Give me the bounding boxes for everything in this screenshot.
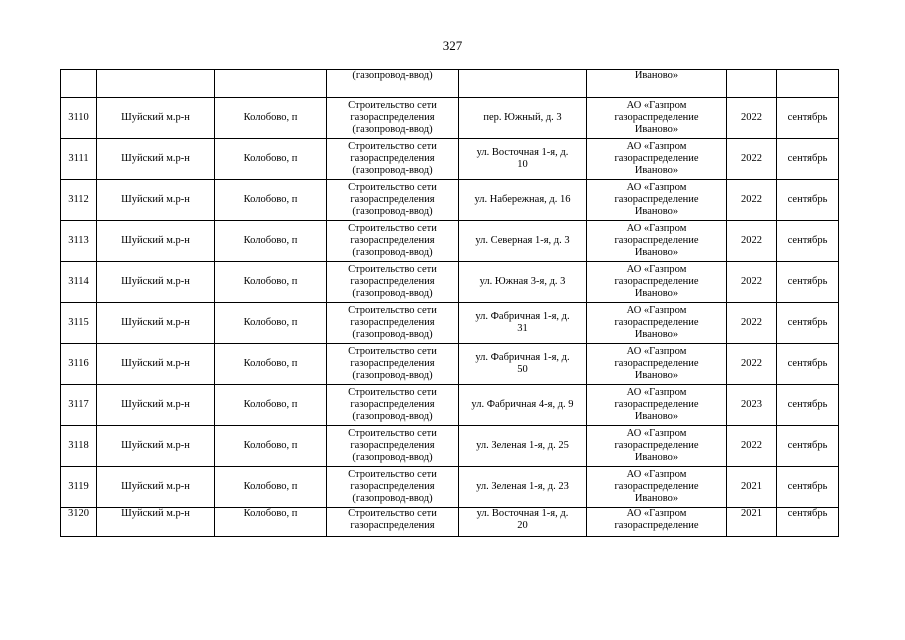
cell-number: 3120 [61, 508, 97, 537]
gasification-table [60, 69, 839, 537]
cell-address: ул. Южная 3-я, д. 3 [459, 262, 587, 303]
cell-month: сентябрь [777, 139, 839, 180]
cell-locality: Колобово, п [215, 467, 327, 508]
cell-number [61, 70, 97, 98]
cell-org: АО «Газпром газораспределение Иваново» [587, 139, 727, 180]
cell-org: АО «Газпром газораспределение Иваново» [587, 385, 727, 426]
table-row [61, 467, 839, 508]
cell-district: Шуйский м.р-н [97, 508, 215, 537]
cell-org: АО «Газпром газораспределение [587, 508, 727, 537]
table-row [61, 262, 839, 303]
cell-month [777, 70, 839, 98]
cell-number: 3118 [61, 426, 97, 467]
cell-district [97, 70, 215, 98]
cell-address: ул. Восточная 1-я, д. 20 [459, 508, 587, 537]
cell-locality: Колобово, п [215, 344, 327, 385]
cell-month: сентябрь [777, 303, 839, 344]
cell-month: сентябрь [777, 426, 839, 467]
cell-work: Строительство сети газораспределения (газопровод-ввод) [327, 262, 459, 303]
page-number: 327 [442, 38, 463, 53]
continuation-row [61, 70, 839, 98]
cell-org: АО «Газпром газораспределение Иваново» [587, 98, 727, 139]
cell-org: АО «Газпром газораспределение Иваново» [587, 467, 727, 508]
cell-year: 2022 [727, 303, 777, 344]
cell-locality [215, 70, 327, 98]
cell-org: АО «Газпром газораспределение Иваново» [587, 221, 727, 262]
cell-org: АО «Газпром газораспределение Иваново» [587, 303, 727, 344]
table-row [61, 98, 839, 139]
cell-locality: Колобово, п [215, 426, 327, 467]
cell-year: 2022 [727, 426, 777, 467]
cell-work: Строительство сети газораспределения (газопровод-ввод) [327, 139, 459, 180]
cell-org: АО «Газпром газораспределение Иваново» [587, 180, 727, 221]
table-row [61, 344, 839, 385]
cell-address: ул. Зеленая 1-я, д. 23 [459, 467, 587, 508]
cell-month: сентябрь [777, 344, 839, 385]
cell-year: 2022 [727, 262, 777, 303]
cell-work: (газопровод-ввод) [327, 70, 459, 98]
cell-month: сентябрь [777, 221, 839, 262]
cell-work: Строительство сети газораспределения (газопровод-ввод) [327, 180, 459, 221]
cell-month: сентябрь [777, 98, 839, 139]
cell-district: Шуйский м.р-н [97, 180, 215, 221]
cell-address: ул. Фабричная 1-я, д. 50 [459, 344, 587, 385]
cell-work: Строительство сети газораспределения (газопровод-ввод) [327, 426, 459, 467]
cell-number: 3113 [61, 221, 97, 262]
cell-district: Шуйский м.р-н [97, 221, 215, 262]
cell-locality: Колобово, п [215, 180, 327, 221]
cell-district: Шуйский м.р-н [97, 139, 215, 180]
cell-district: Шуйский м.р-н [97, 262, 215, 303]
cell-org: АО «Газпром газораспределение Иваново» [587, 344, 727, 385]
cell-locality: Колобово, п [215, 385, 327, 426]
cell-year [727, 70, 777, 98]
cell-number: 3117 [61, 385, 97, 426]
cell-district: Шуйский м.р-н [97, 467, 215, 508]
cell-month: сентябрь [777, 180, 839, 221]
cell-work: Строительство сети газораспределения (газопровод-ввод) [327, 221, 459, 262]
cell-locality: Колобово, п [215, 262, 327, 303]
cell-number: 3116 [61, 344, 97, 385]
cell-district: Шуйский м.р-н [97, 344, 215, 385]
cell-org: АО «Газпром газораспределение Иваново» [587, 426, 727, 467]
cell-year: 2021 [727, 467, 777, 508]
cell-number: 3110 [61, 98, 97, 139]
cell-address: пер. Южный, д. 3 [459, 98, 587, 139]
cell-address: ул. Фабричная 4-я, д. 9 [459, 385, 587, 426]
cell-year: 2021 [727, 508, 777, 537]
cell-work: Строительство сети газораспределения [327, 508, 459, 537]
cell-locality: Колобово, п [215, 303, 327, 344]
table-row [61, 221, 839, 262]
table-row [61, 508, 839, 537]
cell-number: 3115 [61, 303, 97, 344]
cell-locality: Колобово, п [215, 139, 327, 180]
cell-number: 3112 [61, 180, 97, 221]
cell-year: 2022 [727, 180, 777, 221]
cell-locality: Колобово, п [215, 98, 327, 139]
cell-address [459, 70, 587, 98]
table-row [61, 385, 839, 426]
cell-org: Иваново» [587, 70, 727, 98]
cell-locality: Колобово, п [215, 221, 327, 262]
cell-district: Шуйский м.р-н [97, 98, 215, 139]
cell-locality: Колобово, п [215, 508, 327, 537]
table-body [61, 70, 839, 537]
cell-address: ул. Зеленая 1-я, д. 25 [459, 426, 587, 467]
table-row [61, 303, 839, 344]
cell-district: Шуйский м.р-н [97, 303, 215, 344]
table-row [61, 180, 839, 221]
cell-work: Строительство сети газораспределения (газопровод-ввод) [327, 467, 459, 508]
table-row [61, 139, 839, 180]
cell-number: 3114 [61, 262, 97, 303]
cell-district: Шуйский м.р-н [97, 426, 215, 467]
cell-address: ул. Северная 1-я, д. 3 [459, 221, 587, 262]
cell-address: ул. Восточная 1-я, д. 10 [459, 139, 587, 180]
cell-year: 2022 [727, 139, 777, 180]
cell-month: сентябрь [777, 508, 839, 537]
cell-number: 3119 [61, 467, 97, 508]
cell-month: сентябрь [777, 262, 839, 303]
cell-number: 3111 [61, 139, 97, 180]
cell-year: 2023 [727, 385, 777, 426]
cell-month: сентябрь [777, 385, 839, 426]
cell-work: Строительство сети газораспределения (газопровод-ввод) [327, 98, 459, 139]
cell-work: Строительство сети газораспределения (газопровод-ввод) [327, 385, 459, 426]
cell-work: Строительство сети газораспределения (газопровод-ввод) [327, 344, 459, 385]
cell-year: 2022 [727, 98, 777, 139]
cell-year: 2022 [727, 344, 777, 385]
cell-work: Строительство сети газораспределения (газопровод-ввод) [327, 303, 459, 344]
cell-org: АО «Газпром газораспределение Иваново» [587, 262, 727, 303]
cell-address: ул. Фабричная 1-я, д. 31 [459, 303, 587, 344]
cell-district: Шуйский м.р-н [97, 385, 215, 426]
cell-address: ул. Набережная, д. 16 [459, 180, 587, 221]
cell-month: сентябрь [777, 467, 839, 508]
table-row [61, 426, 839, 467]
cell-year: 2022 [727, 221, 777, 262]
